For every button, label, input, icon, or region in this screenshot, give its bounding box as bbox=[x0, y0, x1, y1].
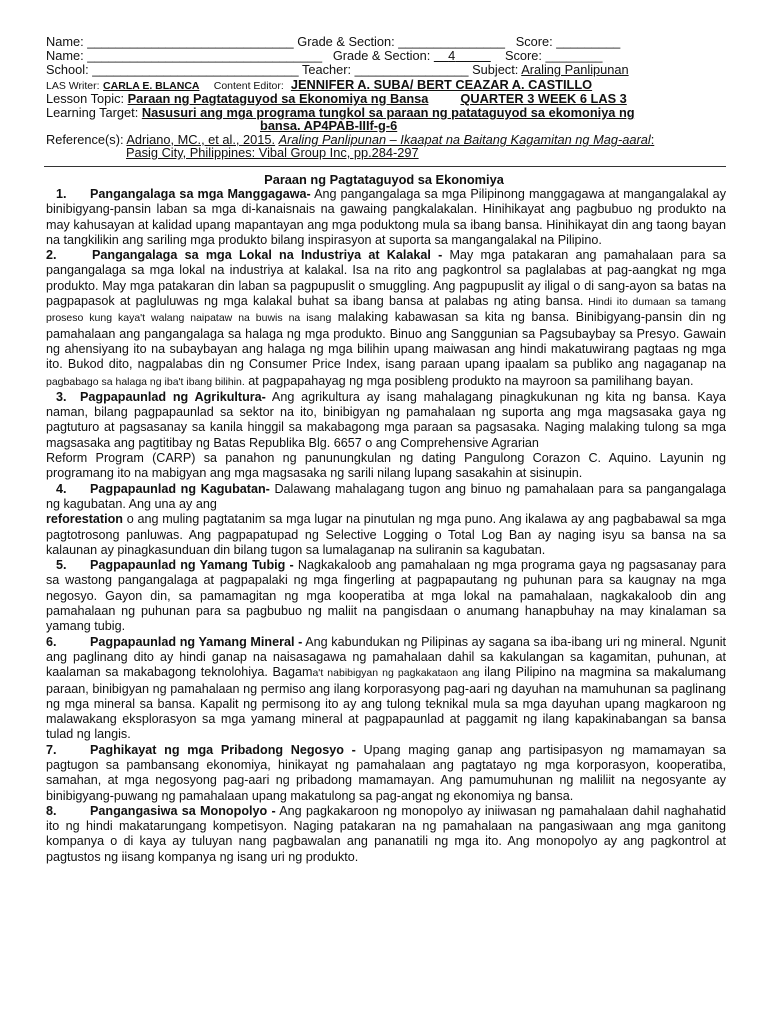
item-text: Ang pagkakaroon ng monopolyo ay iniiwasan ng pamahalaan dahil naghahatid ito ng hindi makatarungang kompetisyon. Naging patakaran na ng pamahalaan na pangasiwaan ang mga ganitong kompanya o di kaya ay tuluyan nang pagbawalan ang pananatili ng mga ito. Ang monopolyo ay ang pagkontrol at pagtustos ng iisang kompanya ng isang uri ng produkto. bbox=[46, 803, 726, 864]
score-field-2[interactable]: ________ bbox=[545, 48, 603, 63]
list-item bbox=[46, 187, 726, 248]
item-number: 2. bbox=[46, 248, 57, 263]
item-text-small: a't nabibigyan ng pagkakataon ang bbox=[312, 667, 480, 680]
content-editor-name-1: JENNIFER A. SUBA bbox=[290, 77, 410, 92]
item-text-2: ilang Pilipino na magmina sa makalumang paraan, binibigyan ng pamahalaan ng permiso ang ilang korporasyong pag-aari ng dayuhan na mamuhunan sa paglinang ng mga mineral sa bansa. Kapalit ng permisong ito ay ang tulong teknikal mula sa mga dayuhan upang magkaroon ng malawakang eksplorasyon sa mga yamang mineral at pagpapaunlad at paggamit ng ilang kapakinabangan sa bansa tulad ng langis. bbox=[46, 665, 726, 742]
item-text: Nagkakaloob ang pamahalaan ng mga programa gaya ng pagsasanay para sa wastong pangangalaga at pagpapalaki ng mga fingerling at pagpapautang ng puhunan para sa kaugnay na mga negosyo. Gayon din, sa pamamagitan ng mga kooperatiba at mga lokal na pamahalaan, nagkakaloob din ang pamahalaan ng puhunan para sa pagbubuo ng maliit na pangisdaan o anumang hanapbuhay na may kinalaman sa yamang tubig. bbox=[46, 558, 726, 634]
header-line-3 bbox=[46, 63, 629, 77]
item-text-small: Hindi ito dumaan sa tamang proseso kung kaya't walang naipataw na buwis na isang bbox=[46, 296, 726, 325]
content-body bbox=[46, 187, 726, 865]
reference-publisher: Pasig City, Philippines: Vibal Group Inc, pp.284-297 bbox=[126, 145, 419, 160]
score-label-2: Score: bbox=[504, 48, 542, 63]
item-text-small-2: pagbabago sa halaga ng iba't ibang bilihin. bbox=[46, 375, 245, 388]
item-text: Ang agrikultura ay isang mahalagang pinagkukunan ng kita ng bansa. Kaya naman, bilang pagpapaunlad sa sektor na ito, binibigyan ng pamahalaan ng suporta ang mga magsasaka gaya ng pagtuturo at pagsasanay sa kanila hinggil sa makabagong mga paraan sa pagsasaka. Naging malaking tulong sa mga magsasaka ang pagtitibay ng Batas Republika Blg. 6657 o ang Comprehensive Agrarian bbox=[46, 389, 726, 450]
teacher-label: Teacher: bbox=[301, 62, 352, 77]
list-item bbox=[46, 558, 726, 634]
school-label: School: bbox=[46, 62, 89, 77]
item-text-2: o ang muling pagtatanim sa mga lugar na pinutulan ng mga puno. Ang ikalawa ay ang pagbabawal sa mga pagtotrosong panluwas. Ang pagpapatupad ng Selective Logging o Total Log Ban ay naging isyu sa bansa na sa kalaunan ay pinagkasunduan din bilang tugon sa lumalaganap na suliranin sa kagubatan. bbox=[46, 512, 726, 557]
reference-authors: Adriano, MC., et al., 2015. bbox=[126, 132, 276, 147]
school-field[interactable]: _____________________________ bbox=[92, 62, 299, 77]
score-field[interactable]: _________ bbox=[556, 34, 621, 49]
header-line-6b bbox=[260, 119, 397, 133]
learning-target-value-1: Nasusuri ang mga programa tungkol sa paraan ng patataguyod sa ekomoniya ng bbox=[141, 105, 635, 120]
header-line-7: Reference(s): Adriano, MC., et al., 2015. Araling Panlipunan – Ikaapat na Baitang Kagamitan ng Mag-aaral: bbox=[46, 132, 655, 147]
list-item-continued bbox=[46, 512, 726, 558]
item-heading: Pagpapaunlad ng Yamang Mineral - bbox=[90, 634, 303, 649]
item-heading: Paghikayat ng mga Pribadong Negosyo - bbox=[90, 742, 356, 757]
header-line-5 bbox=[46, 92, 627, 106]
lesson-topic-label: Lesson Topic: bbox=[46, 91, 125, 106]
list-item bbox=[46, 482, 726, 513]
reference-label: Reference(s): bbox=[46, 132, 124, 147]
item-heading: Pagpapaunlad ng Kagubatan- bbox=[90, 481, 270, 496]
list-item bbox=[46, 248, 726, 390]
item-number: 6. bbox=[46, 634, 57, 649]
las-writer-label: LAS Writer: bbox=[46, 80, 100, 92]
item-heading: Pangangalaga sa mga Lokal na Industriya at Kalakal - bbox=[92, 248, 443, 263]
item-heading: Pagpapaunlad ng Agrikultura- bbox=[80, 389, 266, 404]
name-label: Name: bbox=[46, 34, 84, 49]
item-heading: Pangangalaga sa mga Manggagawa- bbox=[90, 187, 311, 201]
reference-title: Araling Panlipunan – Ikaapat na Baitang Kagamitan ng Mag-aaral bbox=[278, 132, 651, 147]
list-item bbox=[46, 804, 726, 865]
score-label: Score: bbox=[515, 34, 553, 49]
header-line-7b bbox=[126, 146, 419, 160]
learning-target-label: Learning Target: bbox=[46, 105, 139, 120]
grade-section-label: Grade & Section: bbox=[297, 34, 395, 49]
item-text: Ang pangangalaga sa mga Pilipinong manggagawa at mangangalakal ay binibigyang-pansin laban sa mga di-kanaisnais na gawaing pangkalakalan. Hinihikayat ang pagbubuo ng produkto na may kahusayan at kalidad upang mapantayan ang mga poduktong mula sa ibang bansa. Hinihikayat din ang taong bayan na tangkilikin ang sariling mga produkto bilang inspirasyon at suporta sa mangangalakal na Pilipino. bbox=[46, 187, 726, 247]
header-line-1 bbox=[46, 35, 620, 49]
content-editor-value: JENNIFER A. SUBA/ BERT CEAZAR A. CASTILLO bbox=[290, 77, 593, 92]
quarter-week-label: QUARTER 3 WEEK 6 LAS 3 bbox=[460, 91, 627, 106]
content-editor-name-2: BERT CEAZAR A. CASTILLO bbox=[417, 77, 593, 92]
item-heading-2: reforestation bbox=[46, 512, 123, 527]
content-title: Paraan ng Pagtataguyod sa Ekonomiya bbox=[264, 172, 504, 187]
item-text: Upang maging ganap ang partisipasyon ng mamamayan sa pagtugon sa pambansang ekonomiya, hinikayat ng pamahalaan ang pagtatayo ng mga korporasyon, kooperatiba, samahan, at mga negosyong pag-aari ng pribadong mamamayan. Ang pamumuhunan ng maliliit na negosyante ay binibigyang-puwang ng pamahalaan upang makatulong sa pag-angat ng ekonomiya ng bansa. bbox=[46, 742, 727, 803]
header-divider bbox=[44, 166, 726, 167]
grade-value: 4 bbox=[448, 48, 456, 63]
name-field[interactable]: _____________________________ bbox=[87, 34, 294, 49]
item-number: 4. bbox=[56, 481, 67, 496]
list-item bbox=[46, 635, 726, 743]
item-heading: Pangangasiwa sa Monopolyo - bbox=[90, 803, 276, 818]
item-number: 1. bbox=[56, 187, 67, 201]
header-line-2 bbox=[46, 49, 602, 63]
subject-value: Araling Panlipunan bbox=[521, 62, 629, 77]
list-item bbox=[46, 390, 726, 451]
list-item bbox=[46, 743, 726, 804]
lesson-topic-value: Paraan ng Pagtataguyod sa Ekonomiya ng Bansa bbox=[127, 91, 429, 106]
subject-label: Subject: bbox=[472, 62, 519, 77]
item-text: Ang kabundukan ng Pilipinas ay sagana sa iba-ibang uri ng mineral. Ngunit ang paglinang dito ay hindi ganap na naisasagawa ng pamahalaan dahil sa kakulangan sa kagamitan, puhunan, at kaalaman sa makabagong teknolohiya. Bagam bbox=[46, 634, 726, 680]
item-number: 7. bbox=[46, 742, 57, 757]
item-text-2: malaking kabawasan sa kita ng bansa. Binibigyang-pansin din ng pamahalaan ang pangangalaga sa halaga ng mga produkto. Binuo ang Sanggunian sa Pagsubaybay sa Presyo. Gawain ng ahensiyang ito na subaybayan ang halaga ng mga bilihin upang maiwasan ang hindi makatuwirang pagtaas ng mga ito. Bukod dito, nagpalabas din ng Consumer Price Index, isang paraan upang ipaalam sa publiko ang nagaganap na bbox=[46, 310, 726, 372]
item-heading: Pagpapaunlad ng Yamang Tubig - bbox=[90, 558, 294, 573]
name-field-2[interactable]: _________________________________ bbox=[87, 48, 323, 63]
las-writer-value: CARLA E. BLANCA bbox=[103, 80, 200, 92]
name-label-2: Name: bbox=[46, 48, 84, 63]
item-number: 8. bbox=[46, 803, 57, 818]
grade-section-value[interactable] bbox=[434, 48, 491, 63]
content-editor-label: Content Editor: bbox=[213, 80, 284, 92]
grade-section-label-2: Grade & Section: bbox=[332, 48, 431, 63]
item-number: 5. bbox=[56, 558, 67, 573]
grade-section-field[interactable]: _______________ bbox=[398, 34, 506, 49]
item-text-3: at pagpapahayag ng mga posibleng produkto na mayroon sa pamilihang bayan. bbox=[244, 373, 694, 388]
item-text: Dalawang mahalagang tugon ang binuo ng pamahalaan para sa pangangalaga ng kagubatan. Ang una ay ang bbox=[46, 481, 726, 511]
list-item-continued bbox=[46, 451, 726, 482]
item-text-2: Reform Program (CARP) sa panahon ng panunungkulan ng dating Pangulong Corazon C. Aquino. Layunin ng programang ito na mabigyan ang mga magsasaka ng sarili nilang lupang sasakahin at sisinupin. bbox=[46, 451, 726, 481]
teacher-field[interactable]: ________________ bbox=[354, 62, 469, 77]
item-text: May mga patakaran ang pamahalaan para sa pangangalaga sa mga lokal na industriya at kalakal. Isa na rito ang pagkontrol sa paglalabas at pag-aangkat ng mga produkto. May mga patakaran din laban sa pagpupuslit o smuggling. Ang pagpupuslit ay iligal o di sang-ayon sa batas na pagpapasok at pagluluwas ng mga kalakal buhat sa ibang bansa at palabas ng ating bansa. bbox=[46, 248, 726, 309]
learning-target-value-2: bansa. AP4PAB-IIIf-g-6 bbox=[260, 118, 398, 133]
item-number: 3. bbox=[56, 389, 67, 404]
